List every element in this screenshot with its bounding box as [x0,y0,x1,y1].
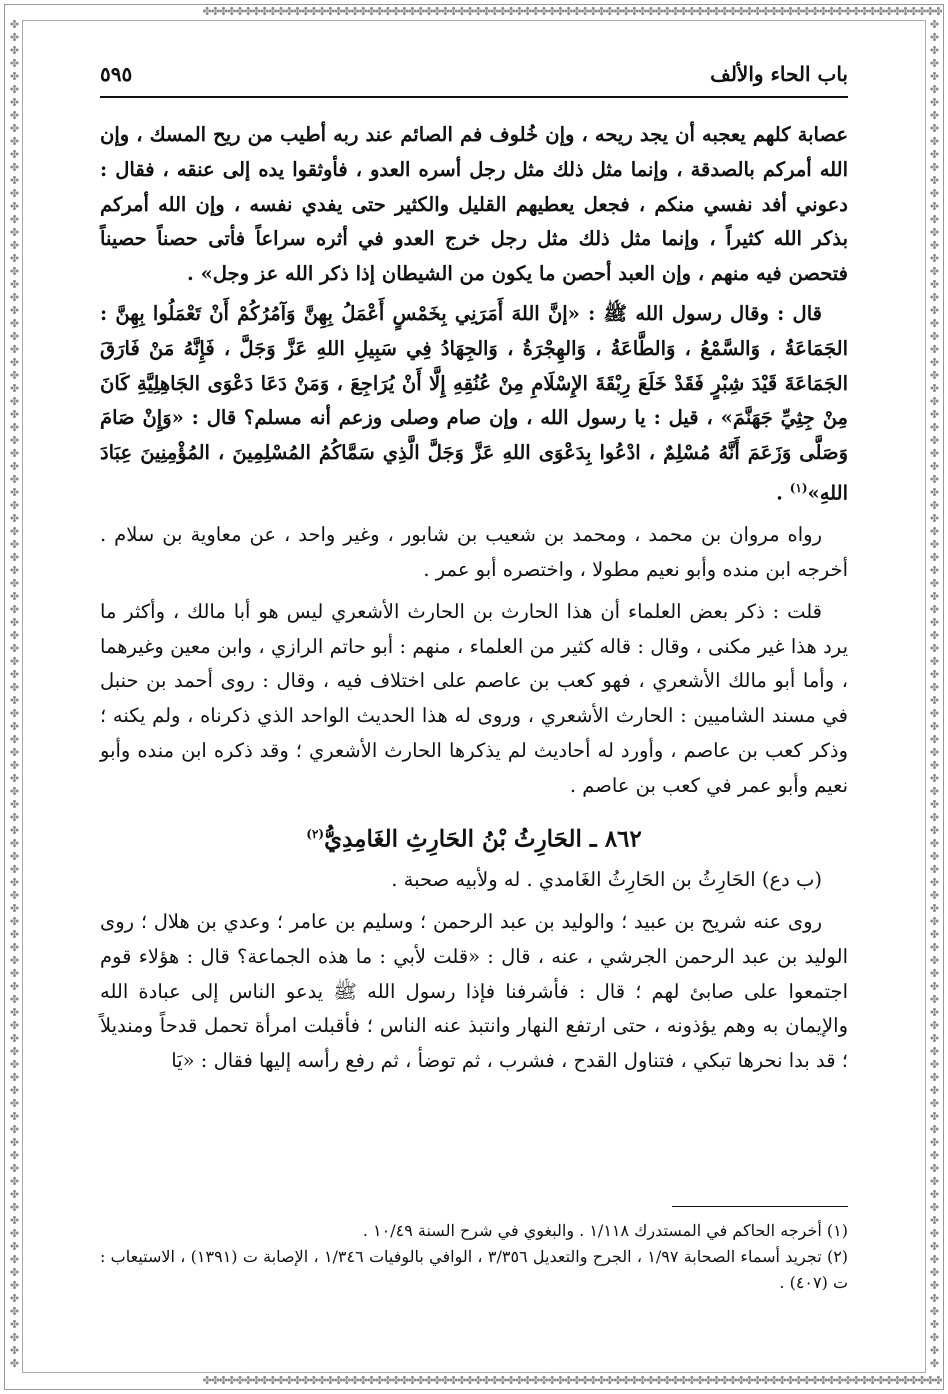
page-body [100,118,848,1079]
entry-heading: ٨٦٢ ـ الحَارِثُ بْنُ الحَارِثِ الغَامِدِيُّ$^{(٢)}$ [306,825,642,853]
footnote-rule [672,1206,848,1207]
page-header [100,60,848,90]
footnote-ref-1: (١) [789,480,808,495]
paragraph-commentary: قلت : ذكر بعض العلماء أن هذا الحارث بن الحارث الأشعري ليس هو أبا مالك ، وأكثر ما يرد هذا غير مكنى ، وقال : قاله كثير من العلماء ، منهم : أبو حاتم الرازي ، وابن معين وغيرهما ، وأما أبو مالك الأشعري ، فهو كعب بن عاصم على اختلاف فيه ، وقال : روى أحمد بن حنبل في مسند الشاميين : الحارث الأشعري ، وروى له هذا الحديث الواحد الذي ذكرناه ، ولم يكنه ؛ وذكر كعب بن عاصم ، وأورد له أحاديث لم يذكرها الحارث الأشعري ؛ وقد ذكره ابن منده وأبو نعيم وأبو عمر في كعب بن عاصم . [100,599,848,797]
ornament-border-bottom: ✤✤✤✤✤✤✤✤✤✤✤✤✤✤✤✤✤✤✤✤✤✤✤✤✤✤✤✤✤✤✤✤✤✤✤✤✤✤✤✤✤✤✤✤✤✤✤✤✤✤✤✤✤✤✤✤✤✤✤✤✤✤✤✤✤✤✤✤✤✤✤✤✤✤✤✤✤✤✤✤✤✤✤✤✤✤✤✤✤✤ [202,1374,942,1387]
ornament-border-top: ✤✤✤✤✤✤✤✤✤✤✤✤✤✤✤✤✤✤✤✤✤✤✤✤✤✤✤✤✤✤✤✤✤✤✤✤✤✤✤✤✤✤✤✤✤✤✤✤✤✤✤✤✤✤✤✤✤✤✤✤✤✤✤✤✤✤✤✤✤✤✤✤✤✤✤✤✤✤✤✤✤✤✤✤✤✤✤✤✤✤ [202,5,942,18]
ornament-border-right: ✤ ✤ ✤ ✤ ✤ ✤ ✤ ✤ ✤ ✤ ✤ ✤ ✤ ✤ ✤ ✤ ✤ ✤ ✤ ✤ ✤ ✤ ✤ ✤ ✤ ✤ ✤ ✤ ✤ ✤ ✤ ✤ ✤ ✤ ✤ ✤ ✤ ✤ ✤ ✤ ✤ ✤ ✤ ✤ ✤ ✤ ✤ ✤ ✤ ✤ ✤ ✤ ✤ ✤ ✤ ✤ ✤ ✤ ✤ ✤ ✤ ✤ ✤ ✤ ✤ ✤ ✤ ✤ ✤ ✤ ✤ ✤ ✤ ✤ ✤ ✤ ✤ ✤ ✤ ✤ ✤ ✤ ✤ ✤ ✤ ✤ ✤ ✤ ✤ ✤ ✤ ✤ ✤ ✤ ✤ ✤ ✤ ✤ ✤ ✤ ✤ ✤ ✤ ✤ [929,18,939,1370]
chapter-title: باب الحاء والألف [710,62,848,86]
ornament-border-left: ✤ ✤ ✤ ✤ ✤ ✤ ✤ ✤ ✤ ✤ ✤ ✤ ✤ ✤ ✤ ✤ ✤ ✤ ✤ ✤ ✤ ✤ ✤ ✤ ✤ ✤ ✤ ✤ ✤ ✤ ✤ ✤ ✤ ✤ ✤ ✤ ✤ ✤ ✤ ✤ ✤ ✤ ✤ ✤ ✤ ✤ ✤ ✤ ✤ ✤ ✤ ✤ ✤ ✤ ✤ ✤ ✤ ✤ ✤ ✤ ✤ ✤ ✤ ✤ ✤ ✤ ✤ ✤ ✤ ✤ ✤ ✤ ✤ ✤ ✤ ✤ ✤ ✤ ✤ ✤ ✤ ✤ ✤ ✤ ✤ ✤ ✤ ✤ ✤ ✤ ✤ ✤ ✤ ✤ ✤ ✤ ✤ ✤ ✤ ✤ ✤ ✤ ✤ ✤ [9,18,19,1370]
footnotes [100,1218,848,1296]
hadith-text: قال : وقال رسول الله ﷺ : «إنَّ اللهَ أَمَرَنِي بِخَمْسٍ أَعْمَلُ بِهِنَّ وَآمُرُكُمْ أَنْ تَعْمَلُوا بِهِنَّ : الجَمَاعَةُ ، وَالسَّمْعُ ، وَالطَّاعَةُ ، وَالهِجْرَةُ ، وَالجِهَادُ فِي سَبِيلِ اللهِ عَزَّ وَجَلَّ ، فَإِنَّهُ مَنْ فَارَقَ الجَمَاعَةَ قَيْدَ شِبْرٍ فَقَدْ خَلَعَ رِبْقَةَ الإِسْلَامِ مِنْ عُنُقِهِ إِلَّا أَنْ يُرَاجِعَ ، وَمَنْ دَعَا دَعْوَى الجَاهِلِيَّةِ كَانَ مِنْ جِثِيِّ جَهَنَّمَ» ، قيل : يا رسول الله ، وإن صام وصلى وزعم أنه مسلم؟ قال : «وَإِنْ صَامَ وَصَلَّى وَزَعَمَ أَنَّهُ مُسْلِمٌ ، ادْعُوا بِدَعْوَى اللهِ عَزَّ وَجَلَّ الَّذِي سَمَّاكُمُ المُسْلِمِينَ ، المُؤْمِنِينَ عِبَادَ اللهِ» [100,301,848,505]
paragraph-entry-narration: روى عنه شريح بن عبيد ؛ والوليد بن عبد الرحمن ؛ وسليم بن عامر ؛ وعدي بن هلال ؛ روى الوليد بن عبد الرحمن الجرشي ، عنه ، قال : «قلت لأبي : ما هذه الجماعة؟ قال : هؤلاء قوم اجتمعوا على صابئ لهم ؛ قال : فأشرفنا فإذا رسول الله ﷺ يدعو الناس إلى عبادة الله والإيمان به وهم يؤذونه ، حتى ارتفع النهار وانتبذ عنه الناس ؛ فأقبلت امرأة تحمل قدحاً ومنديلاً ؛ قد بدا نحرها تبكي ، فتناول القدح ، فشرب ، ثم توضأ ، ثم رفع رأسه إليها فقال : «يَا [100,910,848,1073]
page-number: ٥٩٥ [100,62,133,86]
paragraph-hadith-continued: عصابة كلهم يعجبه أن يجد ريحه ، وإن خُلوف فم الصائم عند ربه أطيب من ريح المسك ، وإن الله أمركم بالصدقة ، وإنما مثل ذلك مثل رجل أسره العدو ، فأوثقوا يده إلى عنقه ، فقال : دعوني أفد نفسي منكم ، فجعل يعطيهم القليل والكثير حتى يفدي نفسه ، وإن الله أمركم بذكر الله كثيراً ، وإنما مثل ذلك مثل رجل خرج العدو في أثره سراعاً فأتى حصناً حصيناً فتحصن فيه منهم ، وإن العبد أحصن ما يكون من الشيطان إذا ذكر الله عز وجل» . [100,123,848,286]
footnote-2: (٢) تجريد أسماء الصحابة ١/٩٧ ، الجرح والتعديل ٣/٣٥٦ ، الوافي بالوفيات ١/٣٤٦ ، الإصابة ت (١٣٩١) ، الاستيعاب : ت (٤٠٧) . [100,1247,849,1292]
footnote-1: (١) أخرجه الحاكم في المستدرك ١/١١٨ . والبغوي في شرح السنة ١٠/٤٩ . [362,1221,848,1240]
entry-subheading: (ب دع) الحَارِثُ بن الحَارِثُ الغَامدي . له ولأبيه صحبة . [391,868,822,892]
paragraph-hadith-five-commands: قال : وقال رسول الله ﷺ : «إنَّ اللهَ أَمَرَنِي بِخَمْسٍ أَعْمَلُ بِهِنَّ وَآمُرُكُمْ أَنْ تَعْمَلُوا بِهِنَّ : الجَمَاعَةُ ، وَالسَّمْعُ ، وَالطَّاعَةُ ، وَالهِجْرَةُ ، وَالجِهَادُ فِي سَبِيلِ اللهِ عَزَّ وَجَلَّ ، فَإِنَّهُ مَنْ فَارَقَ الجَمَاعَةَ قَيْدَ شِبْرٍ فَقَدْ خَلَعَ رِبْقَةَ الإِسْلَامِ مِنْ عُنُقِهِ إِلَّا أَنْ يُرَاجِعَ ، وَمَنْ دَعَا دَعْوَى الجَاهِلِيَّةِ كَانَ مِنْ جِثِيِّ جَهَنَّمَ» ، قيل : يا رسول الله ، وإن صام وصلى وزعم أنه مسلم؟ قال : «وَإِنْ صَامَ وَصَلَّى وَزَعَمَ أَنَّهُ مُسْلِمٌ ، ادْعُوا بِدَعْوَى اللهِ عَزَّ وَجَلَّ الَّذِي سَمَّاكُمُ المُسْلِمِينَ ، المُؤْمِنِينَ عِبَادَ اللهِ»$^{(١)}$ . [100,301,848,505]
paragraph-narration: رواه مروان بن محمد ، ومحمد بن شعيب بن شابور ، وغير واحد ، عن معاوية بن سلام . أخرجه ابن منده وأبو نعيم مطولا ، واختصره أبو عمر . [100,523,848,582]
footnote-ref-2: (٢) [306,826,325,841]
header-rule [100,96,848,98]
